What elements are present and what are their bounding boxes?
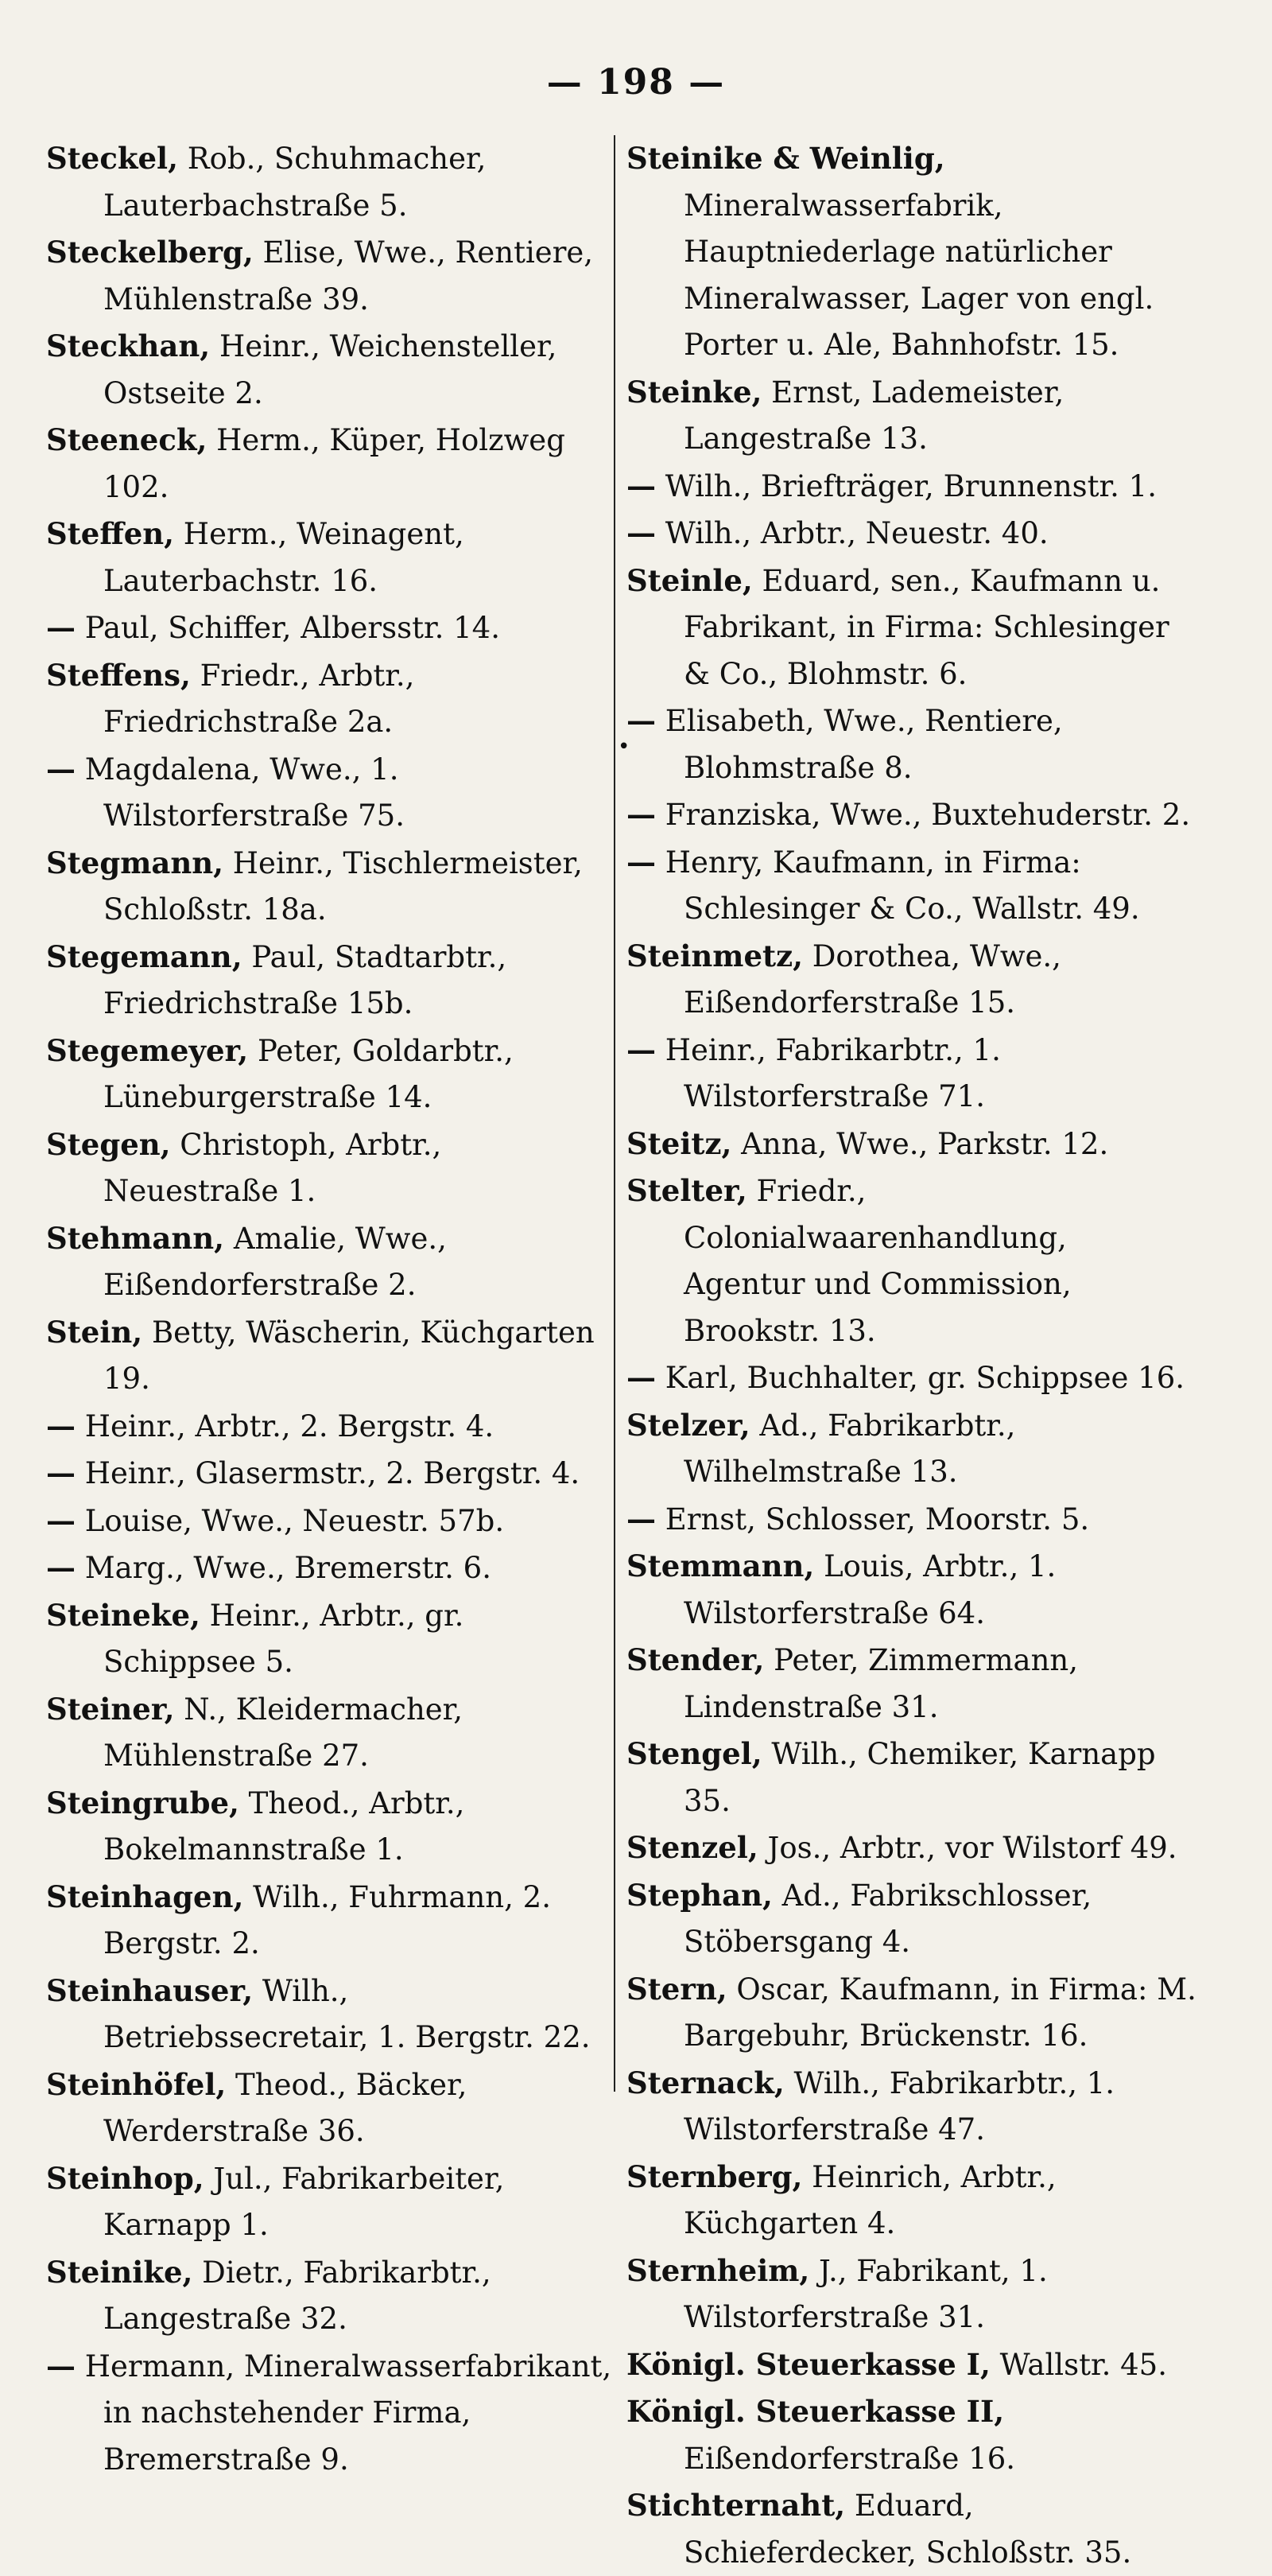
entry-name: — [46,610,76,645]
directory-entry [626,1402,1197,1496]
directory-entry [46,1968,617,2061]
directory-entry [626,933,1197,1027]
directory-entry [46,1780,617,1874]
entry-details: Paul, Schiffer, Albersstr. 14. [76,611,500,645]
directory-entry [46,1215,617,1309]
entry-details: Hermann, Mineralwasserfabrikant, in nachstehender Firma, Bremerstraße 9. [76,2349,612,2477]
directory-entry [626,2341,1197,2389]
entry-details: Eduard, sen., Kaufmann u. Fabrikant, in Firma: Schlesinger & Co., Blohmstr. 6. [684,563,1169,691]
page-number: — 198 — [546,62,726,103]
directory-entry [626,558,1197,698]
directory-entry [46,1686,617,1780]
directory-entry [46,934,617,1028]
entry-details: Wilh., Chemiker, Karnapp 35. [684,1737,1156,1818]
entry-details: Magdalena, Wwe., 1. Wilstorferstraße 75. [76,752,405,833]
entry-details: N., Kleidermacher, Mühlenstraße 27. [103,1692,463,1773]
entry-details: Rob., Schuhmacher, Lauterbachstraße 5. [103,142,487,223]
entry-name: Steingrube, [46,1785,239,1820]
directory-entry [46,1498,617,1545]
directory-entry [46,2249,617,2343]
entry-name: Steinike & Weinlig, [626,141,945,176]
directory-entry [46,1450,617,1498]
entry-name: Stelter, [626,1173,747,1208]
entry-details: Wilh., Arbtr., Neuestr. 40. [656,516,1049,550]
entry-details: Ernst, Schlosser, Moorstr. 5. [656,1502,1090,1537]
entry-name: — [626,468,656,503]
entry-name: Steineke, [46,1597,200,1633]
entry-details: Heinr., Weichensteller, Ostseite 2. [103,329,557,410]
entry-name: Stelzer, [626,1407,750,1443]
directory-entry [46,1403,617,1451]
entry-name: — [46,1455,76,1490]
directory-entry [46,229,617,323]
directory-entry [626,2388,1197,2482]
entry-name: Stein, [46,1314,143,1350]
entry-name: Sternberg, [626,2158,803,2194]
entry-details: Wallstr. 45. [990,2347,1167,2382]
entry-name: Steinle, [626,562,753,598]
directory-entry [46,746,617,840]
entry-name: Sternheim, [626,2252,810,2288]
directory-entry [626,1543,1197,1637]
entry-name: — [626,1501,656,1537]
entry-name: Steinike, [46,2254,193,2290]
entry-name: — [626,797,656,832]
entry-details: Friedr., Colonialwaarenhandlung, Agentur und Commission, Brookstr. 13. [684,1174,1072,1348]
entry-name: Stehmann, [46,1220,225,1256]
entry-name: — [626,1032,656,1067]
directory-entry [46,323,617,417]
entry-details: Heinr., Fabrikarbtr., 1. Wilstorferstraße 71. [656,1032,1001,1113]
entry-name: Stegen, [46,1126,171,1162]
entry-name: Steinhauser, [46,1972,254,2008]
entry-name: Königl. Steuerkasse II, [626,2394,1005,2429]
entry-name: Steckel, [46,141,178,176]
directory-entry [626,1731,1197,1824]
entry-name: Steiner, [46,1691,175,1727]
entry-details: Amalie, Wwe., Eißendorferstraße 2. [103,1221,447,1302]
entry-details: Peter, Goldarbtr., Lüneburgerstraße 14. [103,1033,514,1114]
entry-name: Steinhagen, [46,1879,244,1914]
entry-details: Jos., Arbtr., vor Wilstorf 49. [758,1831,1177,1865]
directory-entry [626,1966,1197,2060]
entry-details: Ad., Fabrikschlosser, Stöbersgang 4. [684,1878,1092,1959]
directory-entry [46,604,617,652]
left-column [46,135,617,2483]
entry-details: Herm., Weinagent, Lauterbachstr. 16. [103,517,464,598]
entry-name: Stender, [626,1642,765,1677]
entry-name: — [46,1550,76,1585]
directory-entry [46,1874,617,1968]
directory-entry [46,2155,617,2249]
directory-entry [626,135,1197,369]
entry-name: Steitz, [626,1125,732,1161]
entry-name: Steckelberg, [46,235,254,270]
entry-name: Steinke, [626,374,762,410]
entry-details: Elise, Wwe., Rentiere, Mühlenstraße 39. [103,235,594,317]
directory-entry [626,791,1197,839]
entry-details: Eduard, Schieferdecker, Schloßstr. 35. [684,2489,1132,2570]
directory-entry [46,2061,617,2155]
entry-details: Heinrich, Arbtr., Küchgarten 4. [684,2159,1057,2240]
directory-entry [626,369,1197,463]
entry-name: Stern, [626,1971,727,2007]
entry-name: Steckhan, [46,328,211,363]
directory-entry [626,1872,1197,1966]
entry-name: Steinmetz, [626,938,803,973]
entry-details: Wilh., Fabrikarbtr., 1. Wilstorferstraße 47. [684,2065,1115,2147]
entry-details: Jul., Fabrikarbeiter, Karnapp 1. [103,2161,505,2242]
entry-name: Königl. Steuerkasse I, [626,2346,991,2382]
entry-details: J., Fabrikant, 1. Wilstorferstraße 31. [684,2253,1048,2334]
directory-entry [46,1544,617,1592]
entry-details: Christoph, Arbtr., Neuestraße 1. [103,1127,442,1208]
entry-name: Stenzel, [626,1830,758,1865]
right-column [626,135,1197,2576]
entry-details: Louis, Arbtr., 1. Wilstorferstraße 64. [684,1549,1057,1630]
directory-entry [46,417,617,511]
entry-details: Elisabeth, Wwe., Rentiere, Blohmstraße 8. [656,704,1063,785]
entry-details: Wilh., Betriebssecretair, 1. Bergstr. 22. [103,1973,591,2054]
entry-details: Theod., Arbtr., Bokelmannstraße 1. [103,1785,465,1867]
entry-details: Heinr., Tischlermeister, Schloßstr. 18a. [103,845,583,927]
directory-entry [626,2482,1197,2576]
entry-details: Paul, Stadtarbtr., Friedrichstraße 15b. [103,939,507,1020]
entry-name: Stegmann, [46,845,224,880]
entry-details: Dietr., Fabrikarbtr., Langestraße 32. [103,2255,491,2336]
entry-details: Heinr., Arbtr., 2. Bergstr. 4. [76,1408,494,1443]
entry-details: Mineralwasserfabrik, Hauptniederlage natürlicher Mineralwasser, Lager von engl. Porter u. Ale, Bahnhofstr. 15. [684,188,1154,362]
directory-entry [626,1354,1197,1402]
directory-entry [46,652,617,746]
entry-name: — [626,844,656,880]
directory-entry [626,1637,1197,1731]
entry-details: Eißendorferstraße 16. [684,2441,1016,2476]
entry-details: Wilh., Briefträger, Brunnenstr. 1. [656,468,1157,503]
entry-details: Karl, Buchhalter, gr. Schippsee 16. [656,1361,1185,1395]
column-divider [614,135,615,2092]
entry-name: Stemmann, [626,1548,815,1583]
entry-name: — [46,2348,76,2384]
entry-name: Steffens, [46,657,191,693]
directory-entry [46,511,617,604]
directory-entry [626,510,1197,558]
entry-details: Friedr., Arbtr., Friedrichstraße 2a. [103,658,415,739]
directory-entry [46,1121,617,1215]
directory-entry [626,697,1197,791]
bullet-mark: • [618,735,630,759]
entry-name: Steeneck, [46,422,207,457]
directory-entry [626,1121,1197,1168]
entry-name: — [46,1502,76,1538]
entry-name: — [626,515,656,550]
directory-entry [626,839,1197,933]
entry-name: — [46,1408,76,1443]
directory-entry [46,840,617,934]
entry-name: Stengel, [626,1736,762,1771]
entry-name: — [626,703,656,738]
entry-name: — [46,751,76,787]
entry-name: Steinhöfel, [46,2066,227,2102]
directory-entry [46,1309,617,1403]
entry-name: Sternack, [626,2065,785,2100]
entry-details: Louise, Wwe., Neuestr. 57b. [76,1503,505,1538]
entry-details: Franziska, Wwe., Buxtehuderstr. 2. [656,798,1191,832]
entry-details: Marg., Wwe., Bremerstr. 6. [76,1551,491,1585]
entry-name: Stegemann, [46,938,242,974]
directory-entry [626,1496,1197,1544]
entry-name: — [626,1360,656,1395]
entry-details: Oscar, Kaufmann, in Firma: M. Bargebuhr, Brückenstr. 16. [684,1972,1196,2053]
directory-entry [626,1168,1197,1354]
entry-details: Herm., Küper, Holzweg 102. [103,423,565,504]
directory-entry [46,2343,617,2484]
entry-details: Peter, Zimmermann, Lindenstraße 31. [684,1643,1079,1724]
directory-entry [626,1824,1197,1872]
entry-name: Steinhop, [46,2160,204,2196]
entry-name: Stegemeyer, [46,1032,249,1068]
directory-entry [626,2248,1197,2341]
entry-details: Theod., Bäcker, Werderstraße 36. [103,2067,467,2148]
entry-details: Wilh., Fuhrmann, 2. Bergstr. 2. [103,1879,551,1960]
entry-details: Henry, Kaufmann, in Firma: Schlesinger & Co., Wallstr. 49. [656,845,1140,926]
entry-name: Stichternaht, [626,2488,846,2523]
entry-details: Anna, Wwe., Parkstr. 12. [731,1126,1109,1161]
entry-name: Steffen, [46,516,175,551]
entry-details: Ernst, Lademeister, Langestraße 13. [684,375,1065,456]
directory-entry [626,1027,1197,1121]
directory-entry [46,1592,617,1686]
entry-details: Heinr., Arbtr., gr. Schippsee 5. [103,1598,464,1679]
entry-details: Betty, Wäscherin, Küchgarten 19. [103,1315,595,1396]
directory-entry [626,463,1197,511]
entry-details: Ad., Fabrikarbtr., Wilhelmstraße 13. [684,1408,1016,1489]
entry-details: Dorothea, Wwe., Eißendorferstraße 15. [684,938,1061,1020]
directory-entry [626,2060,1197,2154]
directory-entry [46,1028,617,1121]
entry-details: Heinr., Glasermstr., 2. Bergstr. 4. [76,1456,580,1490]
entry-name: Stephan, [626,1877,773,1913]
directory-entry [626,2154,1197,2248]
directory-entry [46,135,617,229]
